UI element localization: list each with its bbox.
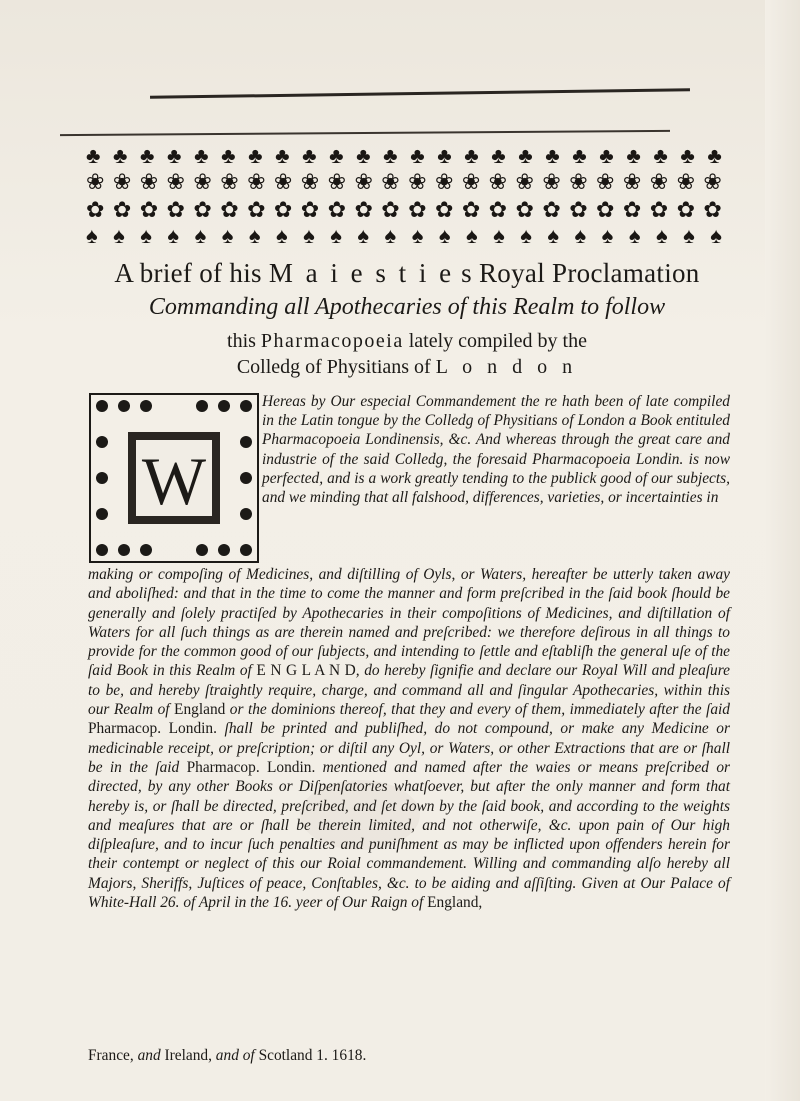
- ornament-glyph: ❀: [596, 169, 615, 194]
- ornament-glyph: ✿: [112, 197, 132, 222]
- top-rule: [150, 88, 690, 99]
- ornament-glyph: ♠: [411, 223, 424, 248]
- colledg-line: [62, 356, 752, 379]
- ornament-glyph: ❀: [434, 169, 454, 194]
- body-segment-j: England,: [427, 894, 483, 912]
- ornament-glyph: ♠: [465, 223, 478, 248]
- ornament-glyph: ❀: [193, 169, 212, 194]
- ornament-glyph: ❀: [354, 169, 373, 194]
- ornament-glyph: ♠: [683, 223, 695, 248]
- ornament-glyph: ✿: [273, 197, 293, 222]
- ornament-glyph: ♣: [437, 143, 452, 168]
- ornament-glyph: ♣: [545, 143, 560, 168]
- ornament-glyph: ♠: [628, 223, 641, 248]
- ornament-glyph: ♠: [384, 223, 397, 248]
- date-part-e: Scotland: [258, 1047, 313, 1064]
- ornament-glyph: ✿: [622, 197, 642, 222]
- ornament-glyph: ❀: [542, 169, 561, 194]
- body-segment-a: making or compoſing of Medicines, and diſtilling of Oyls, or Waters, hereafter be utterly taken away and aboliſhed: and that in the time to come the manner and form preſcribed in the ſaid book ſhould be generally and ſolely practiſed by Apothecaries in their compoſitions of Medicines, and diſtillation of Waters for all ſuch things as are therein named and preſcribed: we therefore deſirous in all things to provide for the common good of our ſubjects, and intending to ſettle and eſtabliſh the general uſe of the ſaid Book in this Realm of: [88, 566, 730, 680]
- date-part-a: France,: [88, 1047, 138, 1064]
- ornament-glyph: ✿: [569, 197, 588, 222]
- ornament-glyph: ♣: [167, 143, 182, 168]
- title-part-2: M a i e s t i e: [268, 258, 455, 288]
- decorated-initial: [88, 392, 260, 564]
- ornament-glyph: ❀: [220, 169, 239, 194]
- body-segment-g: ſhall be printed and publiſhed, do not compound, or make any Medicine or medicinable receipt, or preſcription; or diſtil any Oyl, or Waters, or other Extractions that are or ſhall be in the ſaid: [88, 720, 730, 776]
- body-segment-h: Pharmacop. Londin.: [186, 758, 316, 776]
- ornament-glyph: ❀: [247, 169, 266, 194]
- title-part-1: A brief of his: [114, 258, 269, 288]
- ornament-glyph: ♣: [302, 143, 317, 168]
- ornament-glyph: ✿: [649, 197, 669, 222]
- ornament-glyph: ♠: [275, 223, 288, 248]
- body-segment-c: , do hereby ſignifie and declare our Royal Will and pleaſure to be, and hereby ſtraightly require, charge, and command all and ſingular Apothecaries, within this our Realm of: [88, 662, 730, 719]
- ornament-glyph: ✿: [354, 197, 373, 222]
- colledg-part-1: Colledg of Physitians of: [236, 356, 436, 378]
- date-part-d: and of: [211, 1047, 259, 1064]
- ornament-glyph: ♠: [493, 223, 505, 248]
- initial-letter: W: [141, 443, 207, 519]
- second-rule: [60, 130, 670, 136]
- ornament-glyph: ❀: [569, 169, 588, 194]
- ornament-glyph: ❀: [649, 169, 669, 194]
- ornament-glyph: ♣: [518, 143, 533, 168]
- ornament-glyph: ♠: [167, 223, 180, 248]
- ornament-glyph: ♠: [547, 223, 560, 248]
- ornament-glyph: ❀: [408, 169, 427, 194]
- ornament-glyph: ✿: [139, 197, 159, 222]
- ornament-glyph: ❀: [300, 169, 320, 194]
- ornament-glyph: ♠: [248, 223, 261, 248]
- body-segment-f: Pharmacop. Londin.: [88, 720, 217, 738]
- ornament-glyph: ✿: [515, 197, 534, 222]
- ornament-glyph: ❀: [515, 169, 534, 194]
- ornament-glyph: ♣: [491, 143, 506, 168]
- ornament-glyph: ♣: [140, 143, 155, 168]
- ornament-band-4: [86, 222, 722, 250]
- body-segment-e: or the dominions thereof, that they and every of them, immediately after the ſaid: [225, 701, 730, 719]
- ornament-glyph: ♠: [86, 223, 98, 248]
- ornament-glyph: ♣: [599, 143, 614, 168]
- proclamation-body: [88, 565, 730, 912]
- ornament-glyph: ❀: [488, 169, 508, 194]
- ornament-glyph: ♠: [140, 223, 152, 248]
- ornament-glyph: ♣: [572, 143, 587, 168]
- ornament-glyph: ♠: [221, 223, 234, 248]
- ornament-glyph: ❀: [381, 169, 400, 194]
- ornament-glyph: ❀: [676, 169, 695, 194]
- ornament-glyph: ❀: [166, 169, 185, 194]
- ornament-glyph: ❀: [86, 169, 105, 194]
- pharmacopoeia-line: [62, 330, 752, 353]
- date-part-f: 1. 1618.: [312, 1047, 367, 1064]
- proclamation-subtitle: Commanding all Apothecaries of this Realm to follow: [148, 294, 666, 320]
- ornament-glyph: ♠: [520, 223, 532, 248]
- ornament-glyph: ♠: [303, 223, 315, 248]
- ornament-glyph: ♣: [221, 143, 236, 168]
- ornament-glyph: ♣: [248, 143, 263, 168]
- date-line: [88, 1046, 730, 1065]
- ornament-glyph: ✿: [220, 197, 239, 222]
- ornament-glyph: ✿: [193, 197, 212, 222]
- ornament-glyph: ♣: [194, 143, 209, 168]
- ornament-glyph: ♣: [680, 143, 695, 168]
- body-segment-i: mentioned and named after the waies or means preſcribed or directed, by any other Books or Diſpenſatories whatſoever, but after the only manner and form that hereby is, or ſhall be directed, preſcribed, and ſet down by the ſaid book, and according to the weights and meaſures that are or ſhall be therein limited, and not otherwiſe, &c. upon pain of Our high diſpleaſure, and to incur ſuch penalties and puniſhment as may be inflicted upon offenders herein for their contempt or neglect of this our Roial commandement. Willing and commanding alſo hereby all Majors, Sheriffs, Juſtices of peace, Conſtables, &c. to be aiding and aſſiſting. Given at Our Palace of White-Hall 26. of April in the 16. yeer of Our Raign of: [88, 758, 731, 912]
- ornament-glyph: ♠: [574, 223, 587, 248]
- ornament-glyph: ✿: [408, 197, 427, 222]
- ornament-glyph: ✿: [300, 197, 320, 222]
- ornament-glyph: ❀: [622, 169, 642, 194]
- paper-stain: [300, 780, 420, 850]
- ornament-band-3: [86, 196, 722, 224]
- pharma-part-3: lately compiled by the: [403, 330, 587, 352]
- ornament-glyph: ❀: [703, 169, 722, 194]
- ornament-glyph: ♠: [194, 223, 207, 248]
- ornament-glyph: ♠: [655, 223, 668, 248]
- ornament-glyph: ❀: [327, 169, 347, 194]
- ornament-glyph: ✿: [381, 197, 400, 222]
- ornament-glyph: ♣: [113, 143, 128, 168]
- ornament-glyph: ✿: [86, 197, 105, 222]
- ornament-glyph: ❀: [273, 169, 293, 194]
- proclamation-title: [62, 258, 752, 289]
- ornament-band-2: [86, 168, 722, 196]
- ornament-glyph: ✿: [461, 197, 481, 222]
- ornament-glyph: ♣: [410, 143, 425, 168]
- ornament-glyph: ♣: [626, 143, 641, 168]
- ornament-glyph: ❀: [461, 169, 481, 194]
- body-segment-b: E N G L A N D: [256, 662, 356, 680]
- ornament-glyph: ❀: [139, 169, 159, 194]
- page-edge: [765, 0, 800, 1101]
- pharma-part-2: Pharmacopoeia: [260, 330, 404, 352]
- ornament-glyph: ♠: [330, 223, 342, 248]
- ornament-glyph: ✿: [703, 197, 722, 222]
- ornament-glyph: ✿: [327, 197, 347, 222]
- title-part-3: s Royal Proclamation: [454, 258, 700, 288]
- colledg-part-2: L o n d o n: [435, 356, 578, 378]
- ornament-glyph: ♠: [113, 223, 125, 248]
- ornament-glyph: ❀: [112, 169, 132, 194]
- pharma-part-1: this: [227, 330, 261, 352]
- ornament-glyph: ♣: [653, 143, 668, 168]
- ornament-glyph: ✿: [166, 197, 185, 222]
- ornament-glyph: ♣: [707, 143, 722, 168]
- ornament-glyph: ♣: [329, 143, 344, 168]
- ornament-band-1: [86, 142, 722, 170]
- ornament-glyph: ♣: [383, 143, 398, 168]
- ornament-glyph: ♣: [464, 143, 479, 168]
- ornament-glyph: ♣: [275, 143, 290, 168]
- ornament-glyph: ♠: [357, 223, 370, 248]
- body-segment-d: England: [174, 701, 226, 719]
- ornament-glyph: ✿: [434, 197, 454, 222]
- ornament-glyph: ✿: [676, 197, 695, 222]
- ornament-glyph: ✿: [596, 197, 615, 222]
- proclamation-opening: Hereas by Our especial Commandement the re hath been of late compiled in the Latin tongue by the Colledg of Physitians of London a Book entituled Pharmacopoeia Londinensis, &c. And whereas through the great care and industrie of the said Colledg, the foresaid Pharmacopoeia Londin. is now perfected, and is a work greatly tending to the publick good of our subjects, and we minding that all falshood, differences, varieties, or incertainties in: [262, 393, 730, 507]
- ornament-glyph: ✿: [542, 197, 561, 222]
- ornament-glyph: ✿: [247, 197, 266, 222]
- date-part-c: Ireland,: [164, 1047, 212, 1064]
- date-part-b: and: [137, 1047, 165, 1064]
- ornament-glyph: ✿: [488, 197, 508, 222]
- ornament-glyph: ♠: [438, 223, 451, 248]
- ornament-glyph: ♠: [710, 223, 722, 248]
- ornament-glyph: ♣: [356, 143, 371, 168]
- ornament-glyph: ♣: [86, 143, 101, 168]
- ornament-glyph: ♠: [601, 223, 614, 248]
